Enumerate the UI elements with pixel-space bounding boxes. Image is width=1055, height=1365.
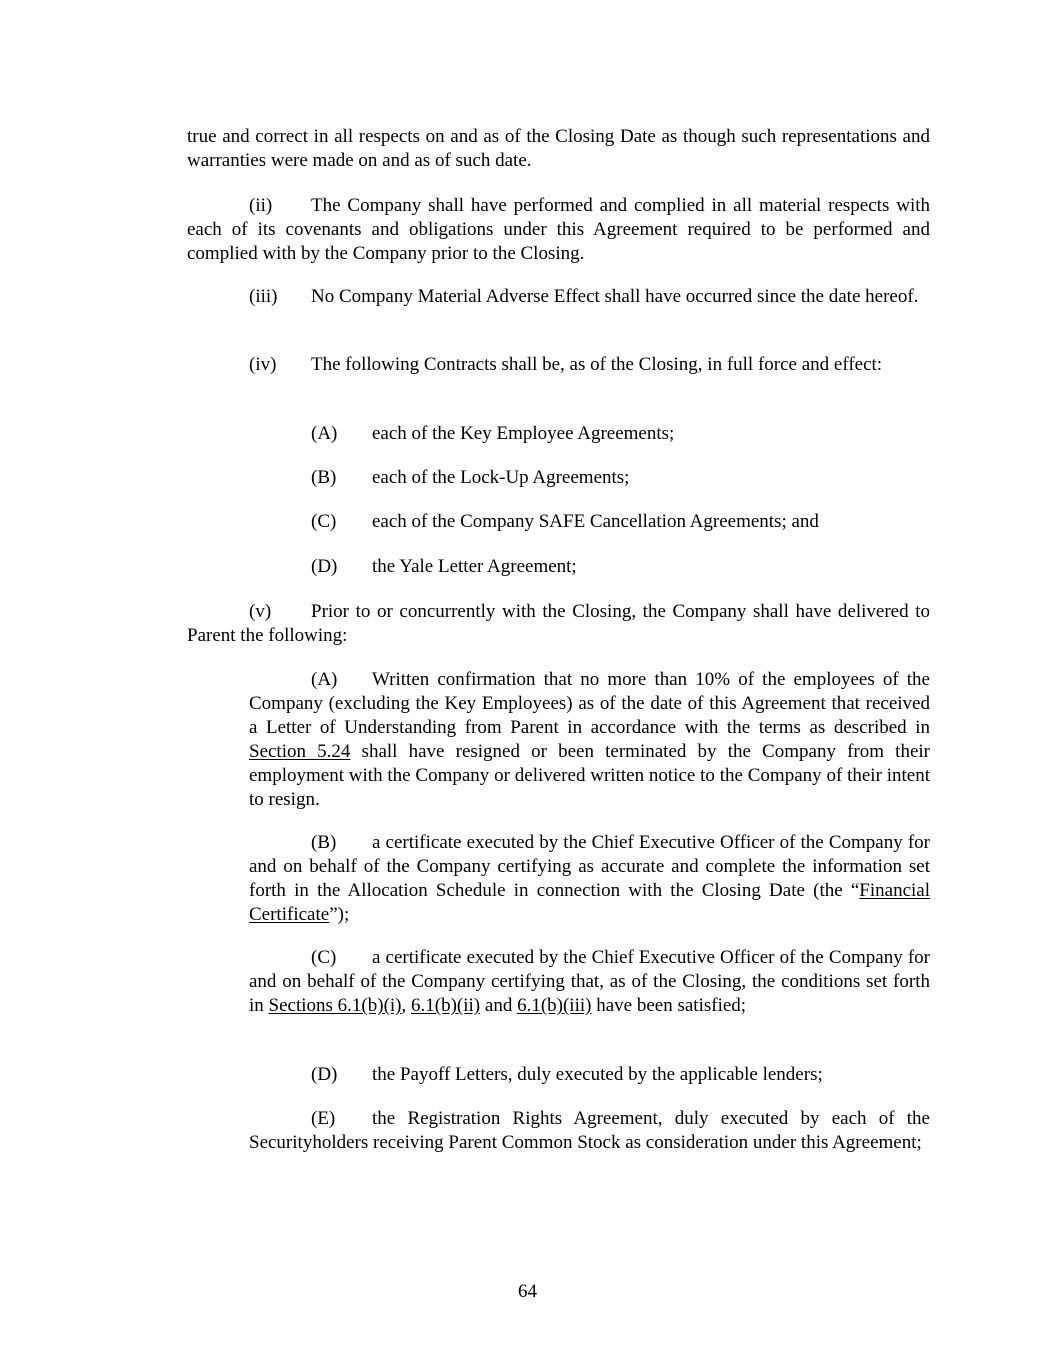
- text-ii: The Company shall have performed and complied in all material respects with each of its covenants and obligations under this Agreement required to be performed and complied with by the Company prior to the Closing.: [187, 195, 930, 264]
- list-item: (C) each of the Company SAFE Cancellation Agreements; and: [311, 511, 819, 532]
- text-iv: The following Contracts shall be, as of the Closing, in full force and effect:: [311, 354, 883, 375]
- list-item: (A) each of the Key Employee Agreements;: [311, 423, 675, 444]
- paragraph-v-d: (D) the Payoff Letters, duly executed by the applicable lenders;: [311, 1064, 823, 1085]
- paragraph-v: [187, 600, 930, 648]
- paragraph-ii: [187, 194, 930, 266]
- section-reference-link[interactable]: 6.1(b)(iii): [517, 995, 592, 1016]
- paragraph-iii: [187, 285, 930, 309]
- paragraph-continuation: true and correct in all respects on and as of the Closing Date as though such representations and warranties were made on and as of such date.: [187, 126, 930, 171]
- paragraph-v-a: (A) Written confirmation that no more than 10% of the employees of the Company (excluding the Key Employees) as of the date of this Agreement that received a Letter of Understanding from Parent in accordance with the terms as described in Section 5.24 shall have resigned or been terminated by the Company from their employment with the Company or delivered written notice to the Company of their intent to resign.: [249, 669, 930, 810]
- defined-term: Financial Certificate: [249, 880, 930, 925]
- paragraph-v-e: (E) the Registration Rights Agreement, duly executed by each of the Securityholders receiving Parent Common Stock as consideration under this Agreement;: [249, 1108, 930, 1153]
- paragraph-v-b: (B) a certificate executed by the Chief Executive Officer of the Company for and on behalf of the Company certifying as accurate and complete the information set forth in the Allocation Schedule in connection with the Closing Date (the “Financial Certificate”);: [249, 832, 930, 925]
- label-ii: (ii): [249, 195, 273, 216]
- paragraph-iv: [187, 353, 930, 377]
- section-reference-link[interactable]: Sections 6.1(b)(i): [268, 995, 402, 1016]
- label-v: (v): [249, 601, 272, 622]
- text-iii: No Company Material Adverse Effect shall have occurred since the date hereof.: [311, 286, 919, 307]
- section-reference-link[interactable]: 6.1(b)(ii): [411, 995, 481, 1016]
- page-number: 64: [518, 1281, 537, 1302]
- text-v: Prior to or concurrently with the Closing, the Company shall have delivered to Parent the following:: [187, 601, 930, 646]
- label-iv: (iv): [249, 354, 277, 375]
- list-item: (B) each of the Lock-Up Agreements;: [311, 467, 630, 488]
- label-iii: (iii): [249, 286, 278, 307]
- section-reference-link[interactable]: Section 5.24: [249, 741, 351, 762]
- paragraph-v-c: (C) a certificate executed by the Chief Executive Officer of the Company for and on behalf of the Company certifying that, as of the Closing, the conditions set forth in Sections 6.1(b)(i), 6.1(b)(ii) and 6.1(b)(iii) have been satisfied;: [249, 947, 930, 1016]
- list-item: (D) the Yale Letter Agreement;: [311, 556, 577, 577]
